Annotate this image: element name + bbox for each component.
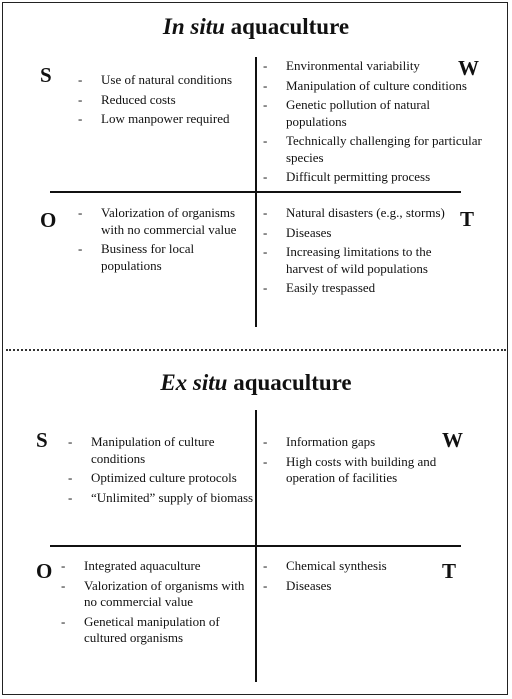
in-situ-threats-letter: T	[460, 207, 475, 231]
list-item	[263, 280, 459, 297]
list-item	[78, 72, 254, 89]
ex-situ-weaknesses-letter: W	[442, 428, 463, 452]
in-situ-opportunities-list	[78, 205, 254, 277]
list-item	[263, 97, 485, 130]
list-item-text: Natural disasters (e.g., storms)	[286, 205, 445, 220]
list-item	[263, 244, 459, 277]
in-situ-title: In situ aquaculture	[162, 14, 350, 39]
list-item-text: Diseases	[286, 224, 332, 240]
list-item	[61, 558, 254, 575]
list-item-text: Environmental variability	[286, 58, 420, 73]
list-item	[263, 225, 459, 242]
list-item-text: Reduced costs	[101, 91, 176, 107]
bullet-dash: -	[263, 280, 268, 295]
in-situ-weaknesses-list	[263, 58, 485, 189]
list-item-text: Technically challenging for particular species	[286, 133, 482, 165]
section-divider	[6, 349, 506, 351]
list-item	[61, 614, 254, 647]
list-item-text: Low manpower required	[101, 111, 230, 126]
list-item-text: Manipulation of culture conditions	[91, 434, 215, 466]
list-item-text: Valorization of organisms with no commercial value	[101, 205, 237, 237]
list-item-text: Genetical manipulation of cultured organisms	[84, 613, 220, 645]
bullet-dash: -	[263, 169, 268, 184]
bullet-dash: -	[263, 205, 268, 220]
list-item-text: “Unlimited” supply of biomass	[91, 489, 254, 505]
list-item-text: Easily trespassed	[286, 280, 376, 295]
list-item-text: Genetic pollution of natural populations	[286, 97, 431, 129]
bullet-dash: -	[263, 133, 268, 148]
bullet-dash: -	[78, 111, 83, 126]
list-item	[263, 205, 459, 222]
bullet-dash: -	[68, 470, 73, 485]
bullet-dash: -	[78, 241, 83, 256]
ex-situ-strengths-letter: S	[36, 428, 48, 452]
list-item	[78, 92, 254, 109]
list-item-text: Valorization of organisms with no commercial value	[84, 577, 245, 609]
bullet-dash: -	[263, 58, 268, 73]
bullet-dash: -	[61, 558, 66, 573]
list-item	[68, 490, 254, 507]
in-situ-weaknesses-letter: W	[458, 56, 479, 80]
ex-situ-vertical-axis	[255, 410, 257, 682]
list-item-text: Use of natural conditions	[101, 72, 233, 87]
list-item	[78, 205, 254, 238]
in-situ-strengths-letter: S	[40, 63, 52, 87]
bullet-dash: -	[78, 91, 83, 107]
in-situ-vertical-axis	[255, 57, 257, 327]
bullet-dash: -	[263, 453, 268, 469]
ex-situ-opportunities-list	[61, 558, 254, 650]
bullet-dash: -	[263, 97, 268, 112]
list-item	[263, 133, 485, 166]
list-item	[78, 111, 254, 128]
list-item-text: Manipulation of culture conditions	[286, 77, 467, 93]
bullet-dash: -	[263, 434, 268, 449]
bullet-dash: -	[263, 244, 268, 259]
bullet-dash: -	[68, 434, 73, 449]
in-situ-threats-list	[263, 205, 459, 300]
bullet-dash: -	[78, 205, 83, 220]
list-item-text: Integrated aquaculture	[84, 558, 201, 573]
in-situ-opportunities-letter: O	[40, 208, 57, 232]
list-item	[68, 470, 254, 487]
bullet-dash: -	[263, 77, 268, 93]
ex-situ-opportunities-letter: O	[36, 559, 53, 583]
list-item-text: Difficult permitting process	[286, 169, 431, 184]
list-item	[263, 558, 438, 575]
list-item	[61, 578, 254, 611]
list-item	[263, 454, 473, 487]
list-item-text: Optimized culture protocols	[91, 470, 237, 485]
ex-situ-threats-list	[263, 558, 438, 597]
bullet-dash: -	[263, 577, 268, 593]
list-item	[263, 78, 485, 95]
ex-situ-weaknesses-list	[263, 434, 473, 490]
list-item	[263, 58, 485, 75]
list-item-text: Increasing limitations to the harvest of wild populations	[286, 244, 432, 276]
bullet-dash: -	[61, 577, 66, 593]
list-item-text: Diseases	[286, 577, 332, 593]
list-item-text: Business for local populations	[101, 241, 195, 273]
bullet-dash: -	[78, 72, 83, 87]
bullet-dash: -	[263, 224, 268, 240]
list-item	[78, 241, 254, 274]
bullet-dash: -	[68, 489, 73, 505]
list-item-text: Chemical synthesis	[286, 558, 387, 573]
in-situ-strengths-list	[78, 72, 254, 131]
list-item-text: Information gaps	[286, 434, 376, 449]
list-item	[263, 169, 485, 186]
list-item	[263, 434, 473, 451]
ex-situ-strengths-list	[68, 434, 254, 509]
list-item	[263, 578, 438, 595]
ex-situ-threats-letter: T	[442, 559, 457, 583]
bullet-dash: -	[61, 613, 66, 629]
ex-situ-title: Ex situ aquaculture	[160, 370, 352, 395]
list-item-text: High costs with building and operation of facilities	[286, 453, 437, 485]
list-item	[68, 434, 254, 467]
bullet-dash: -	[263, 558, 268, 573]
